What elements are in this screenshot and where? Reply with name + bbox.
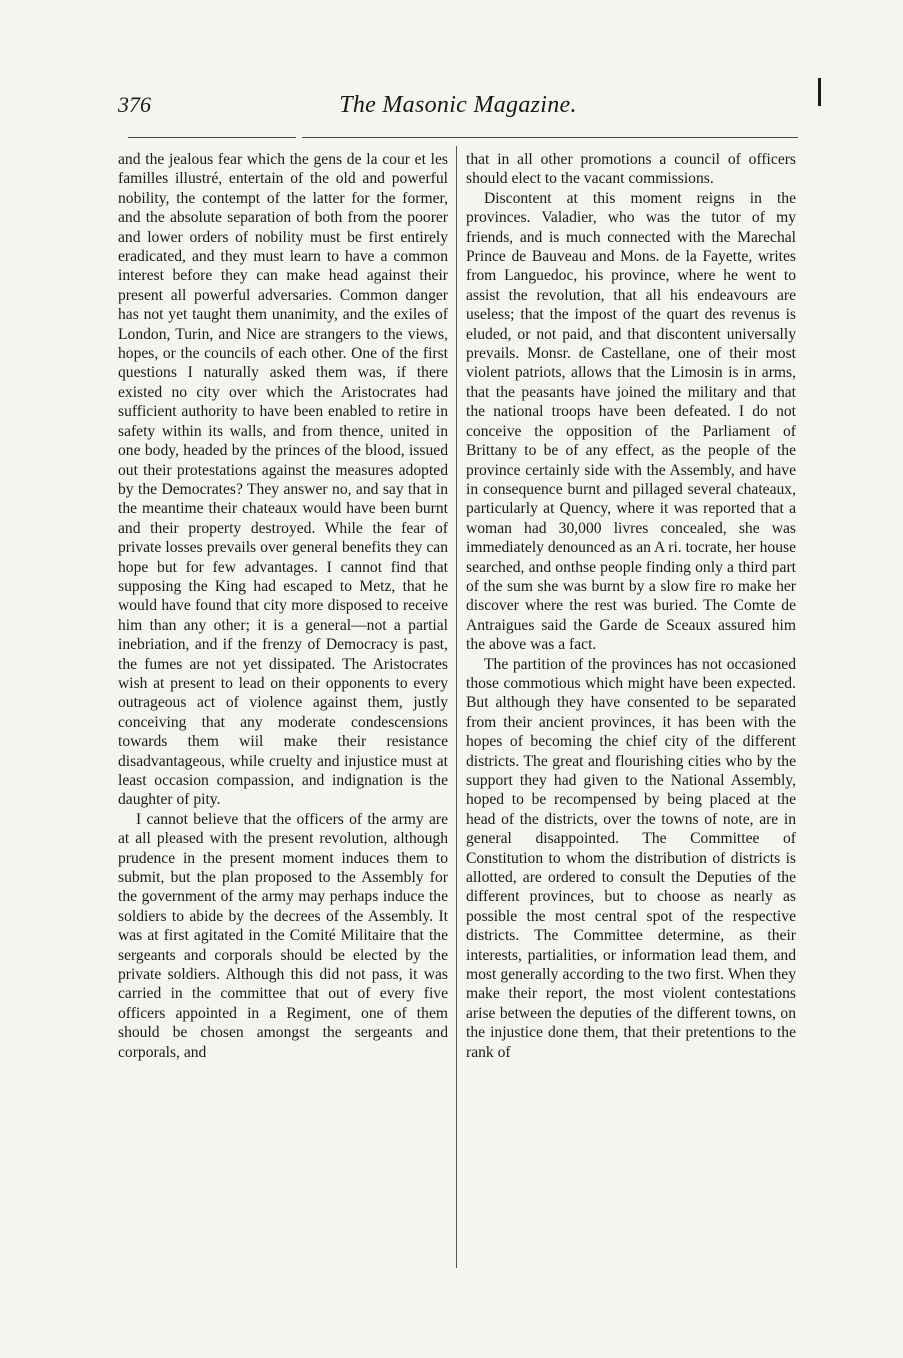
left-paragraph-2: I cannot believe that the officers of the army are at all pleased with the present revolution, although prudence in the present moment induces them to submit, but the plan proposed to the Assembly for the government of the army may perhaps induce the soldiers to abide by the decrees of the Assembly. It was at first agitated in the Comité Militaire that the sergeants and corporals should be elected by the private soldiers. Although this did not pass, it was carried in the committee that out of every five officers appointed in a Regiment, one of them should be chosen amongst the sergeants and corporals, and xyxy=(118,810,448,1061)
header-rule xyxy=(128,137,798,138)
right-paragraph-3: The partition of the provinces has not occasioned those commotious which might have been expected. But although they have consented to be separated from their ancient provinces, it has been with the hopes of becoming the chief city of the different districts. The great and flourishing cities who by the support they had given to the National Assembly, hoped to be recompensed by being placed at the head of the districts, over the towns of note, are in general disappointed. The Committee of Constitution to whom the distribution of districts is allotted, are ordered to consult the Deputies of the different provinces, but to choose as nearly as possible the most central spot of the respective districts. The Committee determine, as their interests, partialities, or information lead them, and most generally according to the two first. When they make their report, the most violent contestations arise between the deputies of the different towns, on the injustice done them, that their pretentions to the rank of xyxy=(466,655,796,1061)
left-paragraph-1: and the jealous fear which the gens de la cour et les familles illustré, entertain of the old and powerful nobility, the contempt of the latter for the former, and the absolute separation of both from the poorer and lower orders of nobility must be first entirely eradicated, and they must learn to have a common interest before they can make head against their present all powerful adversaries. Common danger has not yet taught them unanimity, and the exiles of London, Turin, and Nice are strangers to the views, hopes, or the councils of each other. One of the first questions I naturally asked them was, if there existed no city over which the Aristocrates had sufficient authority to have been enabled to retire in safety within its walls, and from thence, united in one body, headed by the princes of the blood, issued out their protestations against the measures adopted by the Democrates? They answer no, and say that in the meantime their chateaux would have been burnt and their property destroyed. While the fear of private losses prevails over general benefits they can hope but for few advantages. I cannot find that supposing the King had escaped to Metz, that he would have found that city more disposed to receive him than any other; it is a general—not a partial inebriation, and if the frenzy of Democracy is past, the fumes are not yet dissipated. The Aristocrates wish at present to lead on their opponents to every outrageous act of violence against them, justly conceiving that any moderate condescensions towards them wiil make their resistance disadvantageous, while cruelty and injustice must at least occasion compassion, and indignation is the daughter of pity. xyxy=(118,151,448,809)
margin-mark xyxy=(818,78,821,106)
right-paragraph-1: that in all other promotions a council of officers should elect to the vacant commissions. xyxy=(466,151,796,188)
page-number: 376 xyxy=(118,92,151,117)
header-rule-gap xyxy=(296,134,302,140)
column-divider xyxy=(456,146,457,1268)
page-header xyxy=(118,92,798,128)
left-column xyxy=(118,150,448,1062)
right-column xyxy=(466,150,796,1062)
running-title: The Masonic Magazine. xyxy=(339,92,577,118)
right-paragraph-2: Discontent at this moment reigns in the provinces. Valadier, who was the tutor of my friends, and is much connected with the Marechal Prince de Bauveau and Mons. de la Fayette, writes from Languedoc, his province, where he went to assist the revolution, that all his endeavours are useless; that the impost of the quart des revenus is eluded, or not paid, and that discontent universally prevails. Monsr. de Castellane, one of their most violent patriots, allows that the Limosin is in arms, that the peasants have joined the military and that the national troops have been defeated. I do not conceive the opposition of the Parliament of Brittany to be of any effect, as the people of the province certainly side with the Assembly, and have in consequence burnt and pillaged several chateaux, particularly at Quency, where it was reported that a woman had 30,000 livres concealed, she was immediately denounced as an A ri. tocrate, her house searched, and onthse people finding only a third part of the sum she was burnt by a slow fire ro make her discover where the rest was buried. The Comte de Antraigues said the Garde de Sceaux assured him the above was a fact. xyxy=(466,189,796,654)
